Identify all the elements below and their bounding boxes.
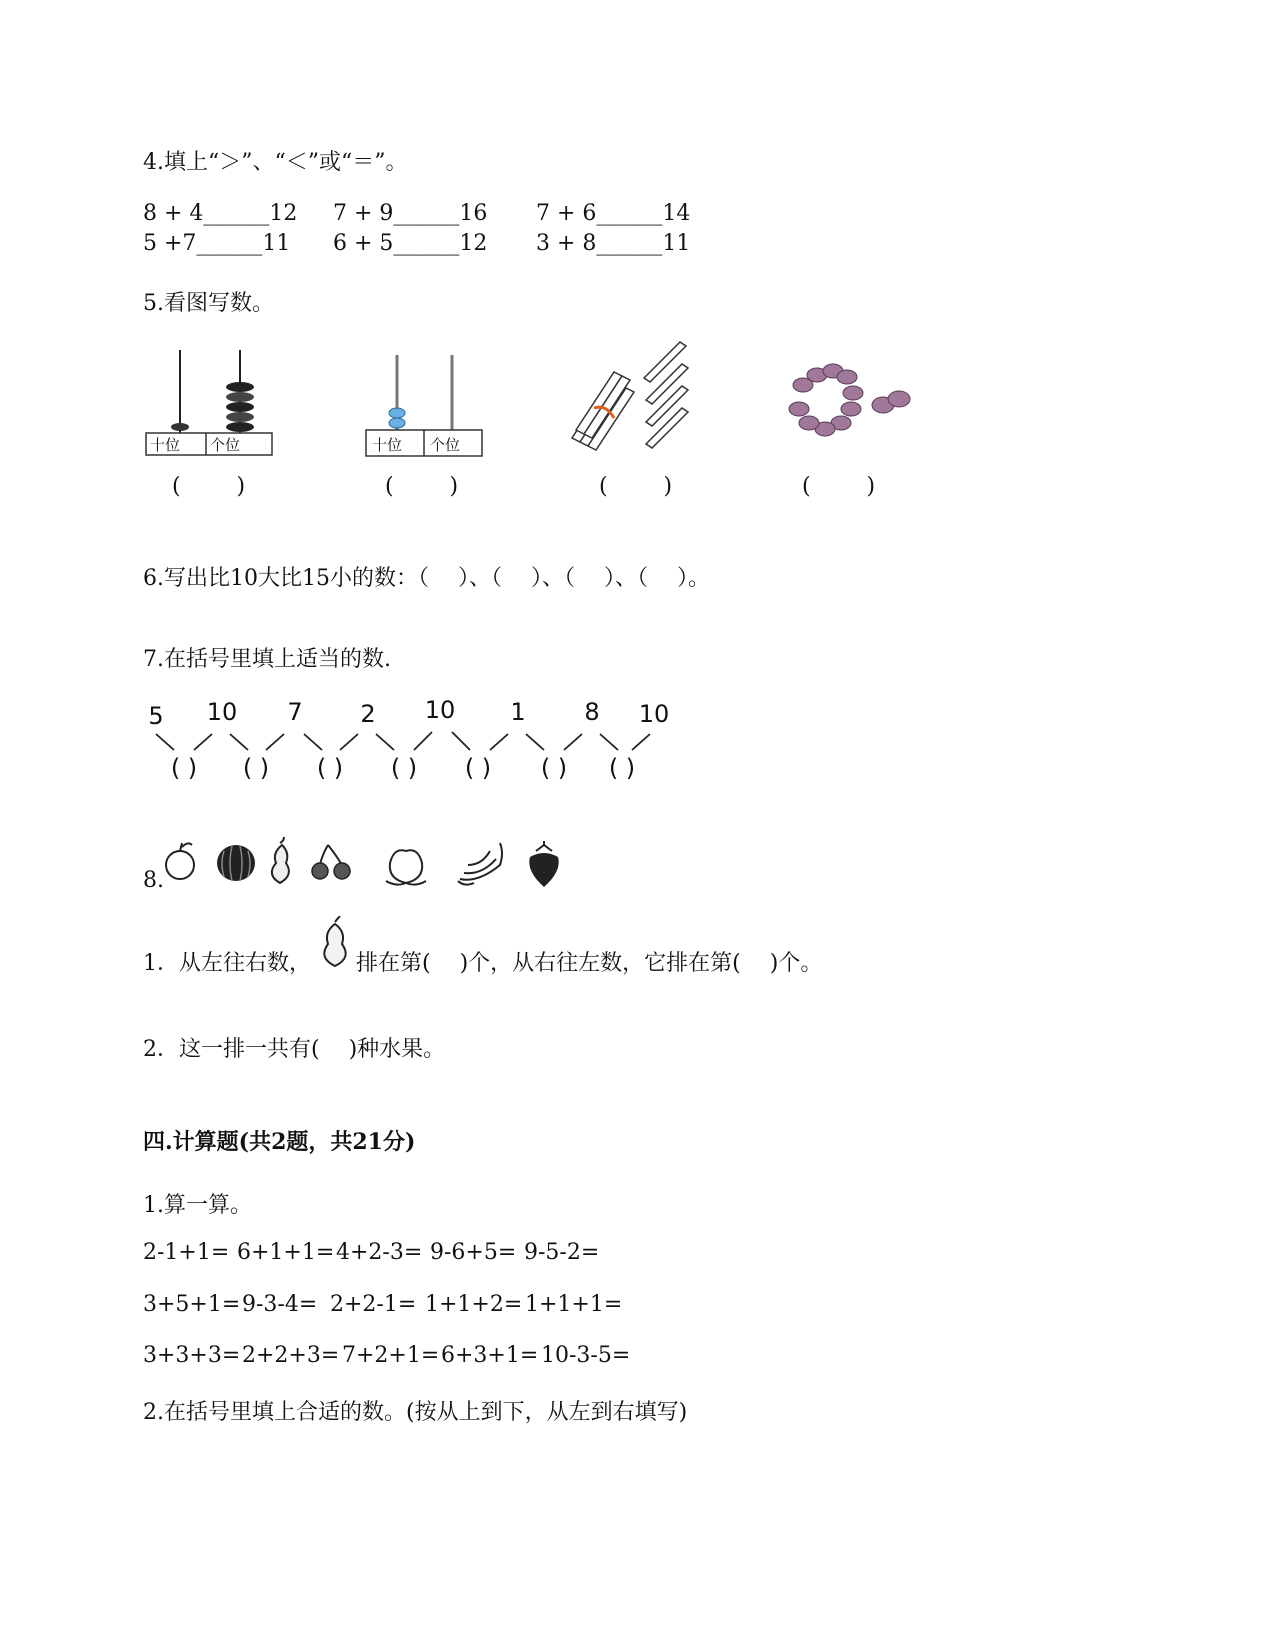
q4-eq-2: 7 + 9______16 [333,201,488,226]
split-number-1: 5 [148,702,164,730]
q8-number: 8. [143,868,164,893]
split-number-2: 10 [206,698,238,726]
fruit-row [160,835,570,895]
abacus-2-tens-label: 十位 [372,436,403,454]
calc-3-4: 6+3+1= [441,1343,539,1368]
calc-2-5: 1+1+1= [525,1292,623,1317]
q5-answer-1[interactable]: ( ) [172,474,246,499]
sticks-bundle-figure [562,338,697,463]
calc-q2-title: 2.在括号里填上合适的数。(按从上到下，从左到右填写) [143,1400,688,1425]
strawberry-icon [529,841,558,887]
q4-eq-3: 7 + 6______14 [536,201,691,226]
split-blank-3[interactable]: ( ) [316,754,344,782]
calc-2-1: 3+5+1= [143,1292,241,1317]
split-number-4: 2 [360,700,376,728]
abacus-2-ones-label: 个位 [430,436,461,454]
calc-3-3: 7+2+1= [342,1343,440,1368]
abacus-1-ones-label: 个位 [210,436,241,454]
q6-text: 6.写出比10大比15小的数：（ ）、（ ）、（ ）、（ ）。 [143,566,710,591]
split-blank-1[interactable]: ( ) [170,754,198,782]
calc-3-5: 10-3-5= [541,1343,631,1368]
peach-icon [386,850,426,884]
split-blank-6[interactable]: ( ) [540,754,568,782]
calc-2-4: 1+1+2= [425,1292,523,1317]
calc-3-2: 2+2+3= [242,1343,340,1368]
q4-eq-1: 8 + 4______12 [143,201,298,226]
calc-1-4: 9-6+5= [430,1240,517,1265]
split-number-6: 1 [510,698,526,726]
q5-answer-4[interactable]: ( ) [802,474,876,499]
number-split-diagram [140,692,680,787]
q4-eq-5: 6 + 5______12 [333,231,488,256]
q7-title: 7.在括号里填上适当的数. [143,647,391,672]
q5-title: 5.看图写数。 [143,291,274,316]
leaves-figure [785,355,915,455]
calc-1-3: 4+2-3= [336,1240,423,1265]
section-heading: 四.计算题(共2题，共21分) [143,1129,416,1155]
calc-q1-title: 1.算一算。 [143,1193,252,1218]
split-number-7: 8 [584,698,600,726]
split-blank-5[interactable]: ( ) [464,754,492,782]
q8-sub1-before: 1．从左往右数， [143,951,311,976]
q8-sub1-after: 排在第( )个，从右往左数，它排在第( )个。 [356,951,823,976]
q4-title: 4.填上“＞”、“＜”或“＝”。 [143,150,408,175]
apple-icon [166,843,194,879]
banana-icon [458,843,502,885]
calc-1-5: 9-5-2= [524,1240,600,1265]
cherry-icon [312,845,350,879]
q5-answer-2[interactable]: ( ) [385,474,459,499]
q8-sub2: 2．这一排一共有( )种水果。 [143,1037,446,1062]
q4-eq-6: 3 + 8______11 [536,231,691,256]
calc-2-2: 9-3-4= [242,1292,318,1317]
calc-3-1: 3+3+3= [143,1343,241,1368]
split-number-8: 10 [638,700,670,728]
watermelon-icon [217,845,255,881]
split-number-3: 7 [287,698,303,726]
split-blank-2[interactable]: ( ) [242,754,270,782]
split-number-5: 10 [424,696,456,724]
calc-2-3: 2+2-1= [330,1292,417,1317]
pear-inline-icon [318,916,352,968]
q5-answer-3[interactable]: ( ) [599,474,673,499]
pear-icon [272,837,289,883]
calc-1-2: 6+1+1= [237,1240,335,1265]
split-blank-4[interactable]: ( ) [390,754,418,782]
q4-eq-4: 5 +7______11 [143,231,291,256]
abacus-1-tens-label: 十位 [150,436,181,454]
calc-1-1: 2-1+1= [143,1240,230,1265]
split-blank-7[interactable]: ( ) [608,754,636,782]
